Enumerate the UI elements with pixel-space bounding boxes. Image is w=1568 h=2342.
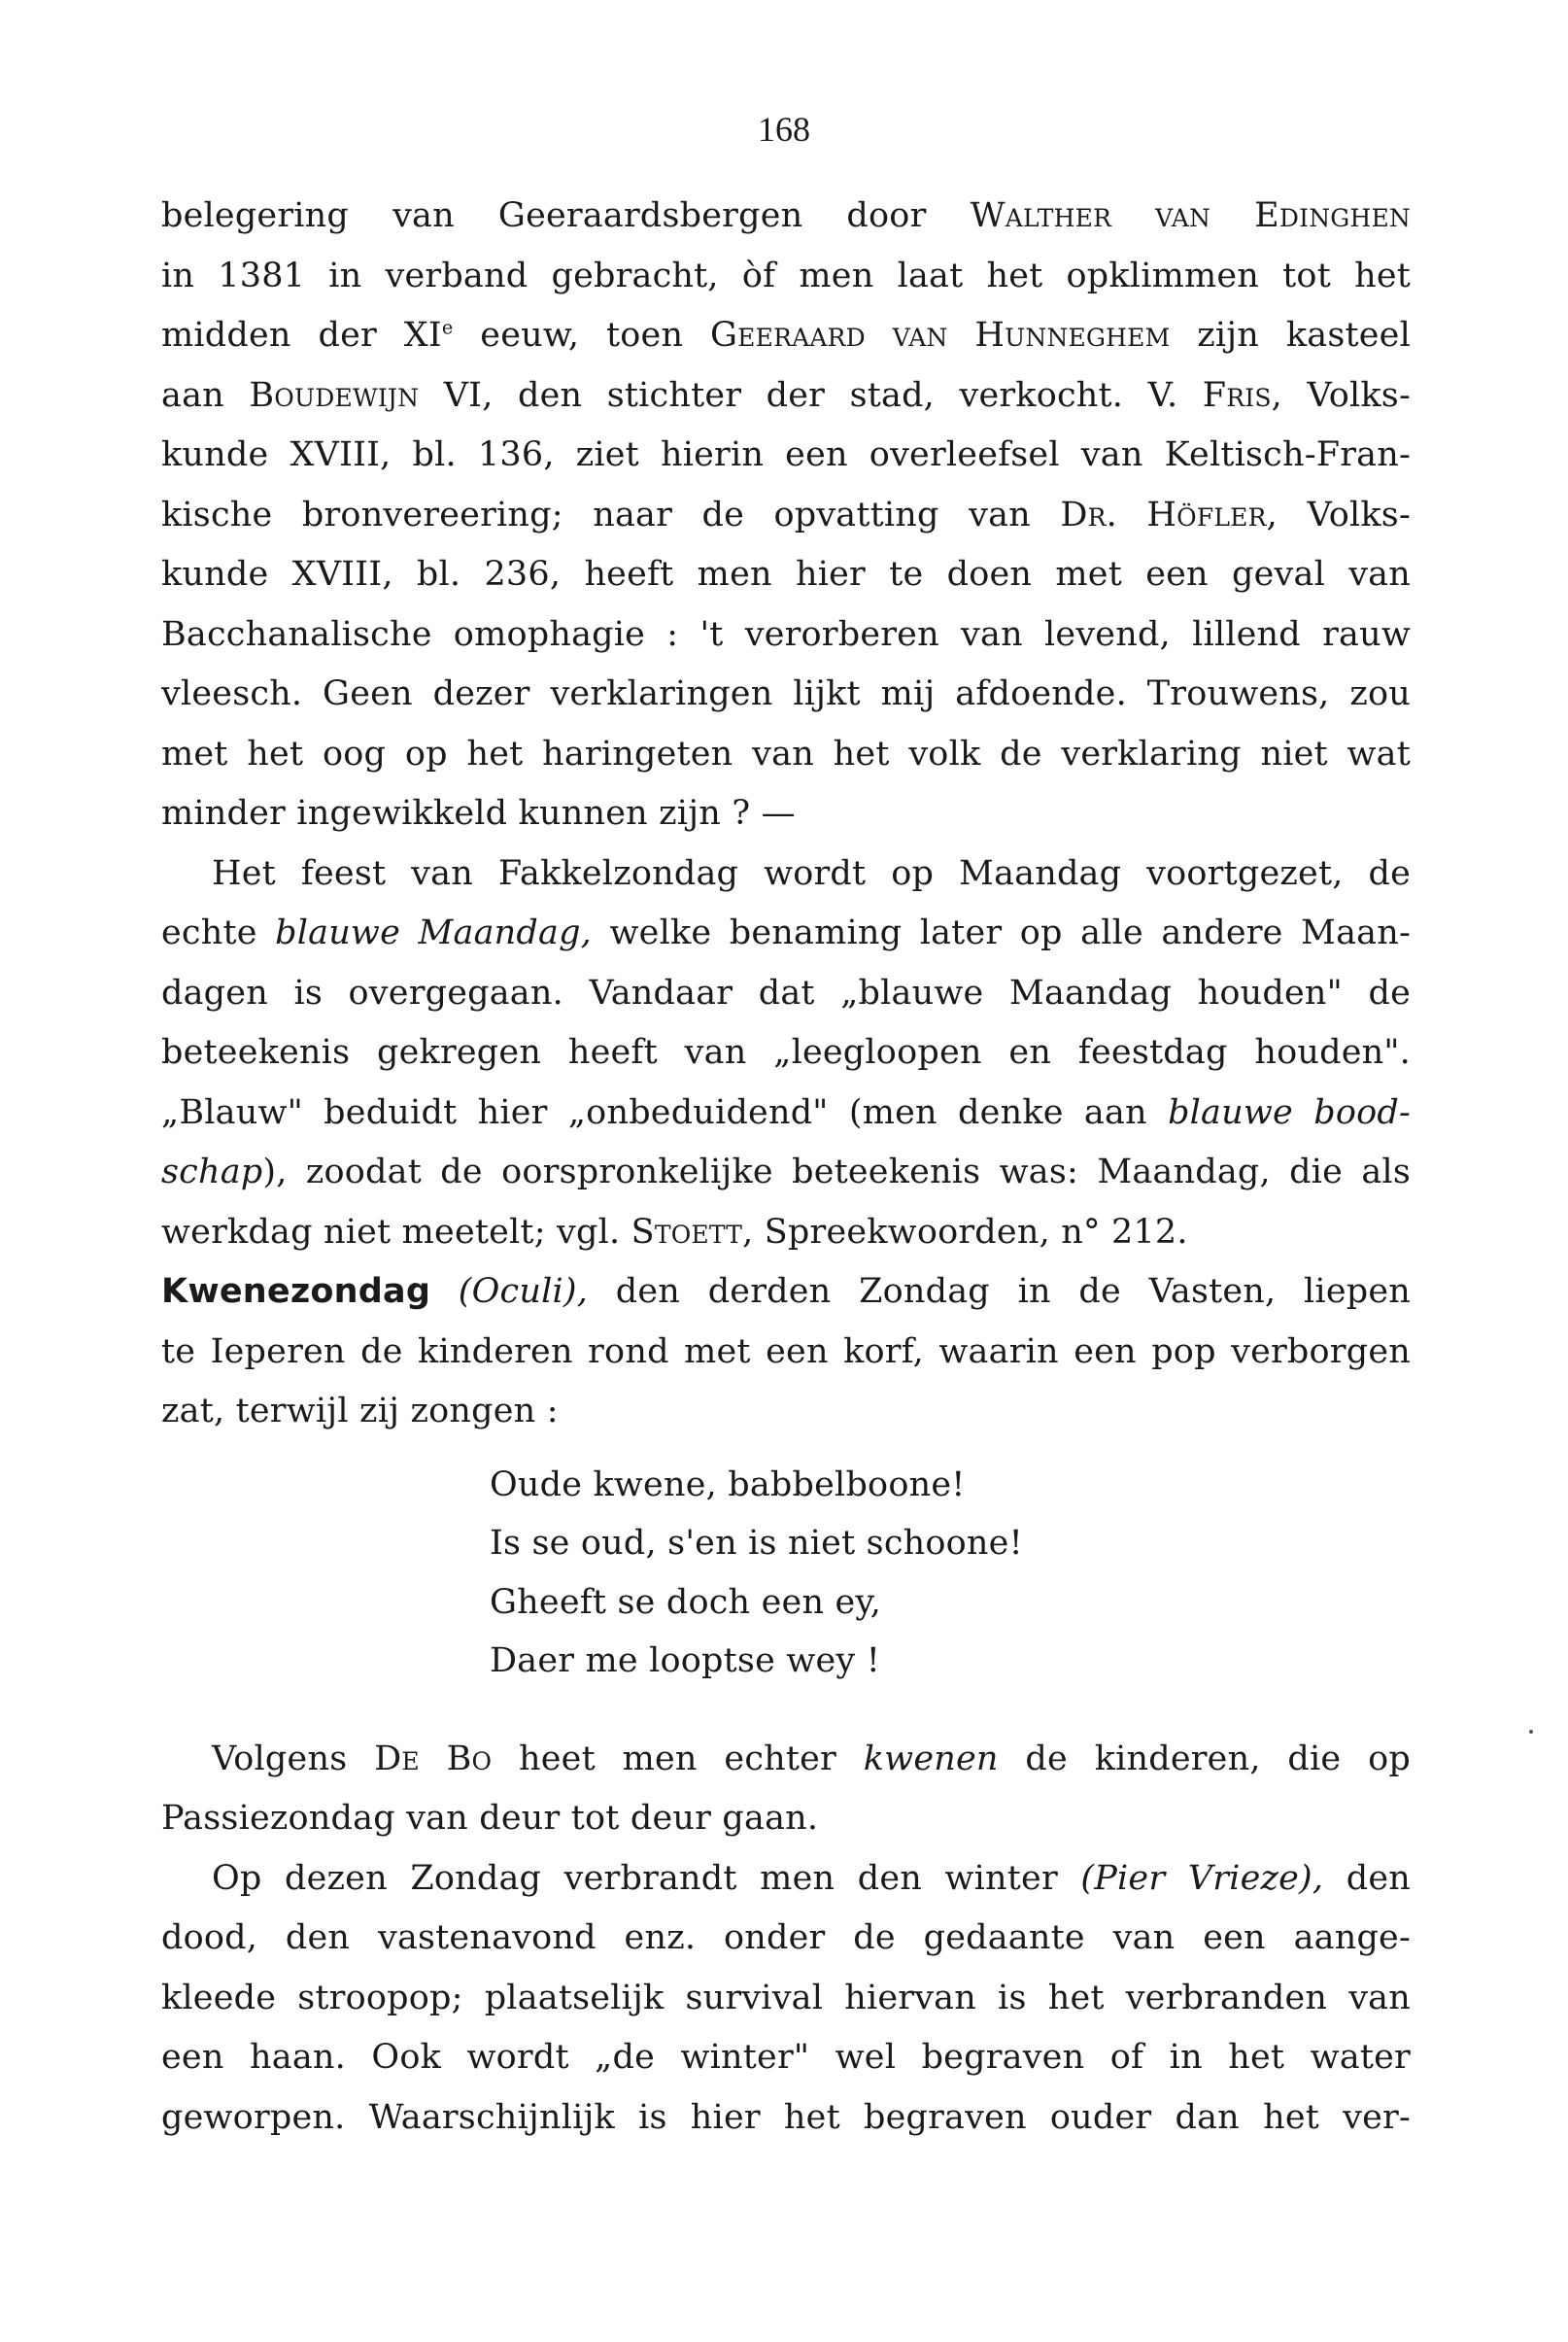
print-speck	[1529, 1730, 1533, 1734]
text-line: Kwenezondag (Oculi), den derden Zondag in de Vasten, liepen	[161, 1272, 1411, 1311]
text-line: dagen is overgegaan. Vandaar dat „blauwe Maandag houden" de	[161, 973, 1411, 1013]
verse-line: Is se oud, s'en is niet schoone!	[490, 1524, 1023, 1563]
italic-term: kwenen	[863, 1739, 999, 1778]
text-line: een haan. Ook wordt „de winter" wel begraven of in het water	[161, 2038, 1411, 2077]
verse-line: Daer me looptse wey !	[490, 1641, 880, 1680]
text-line: kleede stroopop; plaatselijk survival hiervan is het verbranden van	[161, 1978, 1411, 2017]
text-line: schap), zoodat de oorspronkelijke beteekenis was: Maandag, die als	[161, 1153, 1411, 1191]
body-text	[161, 187, 1411, 2148]
text-line: te Ieperen de kinderen rond met een korf, waarin een pop verborgen	[161, 1331, 1411, 1371]
text-line: „Blauw" beduidt hier „onbeduidend" (men denke aan blauwe bood-	[161, 1092, 1411, 1132]
author-name: Fris	[1202, 375, 1272, 415]
text-line: in 1381 in verband gebracht, òf men laat het opklimmen tot het	[161, 256, 1411, 295]
text-line: echte blauwe Maandag, welke benaming later op alle andere Maan-	[161, 913, 1411, 952]
verse-line: Gheeft se doch een ey,	[490, 1582, 882, 1622]
person-name: Boudewijn	[249, 375, 420, 415]
text-line: geworpen. Waarschijnlijk is hier het begraven ouder dan het ver-	[161, 2097, 1411, 2137]
author-name: Stoett	[631, 1212, 743, 1252]
italic-term: schap	[161, 1153, 263, 1191]
text-line: Bacchanalische omophagie : 't verorberen van levend, lillend rauw	[161, 614, 1411, 654]
author-name: De Bo	[374, 1739, 493, 1778]
verse-line: Oude kwene, babbelboone!	[490, 1464, 966, 1504]
author-name: Edinghen	[1254, 196, 1411, 235]
text-line: belegering van Geeraardsbergen door Walther van Edinghen	[161, 196, 1411, 235]
italic-term: blauwe Maandag,	[275, 913, 593, 952]
text-line: midden der XIe eeuw, toen Geeraard van Hunneghem zijn kasteel	[161, 316, 1411, 355]
italic-term: (Oculi),	[430, 1272, 589, 1311]
text-line: Het feest van Fakkelzondag wordt op Maandag voortgezet, de	[212, 853, 1411, 893]
text-line: kunde XVIII, bl. 236, heeft men hier te doen met een geval van	[161, 555, 1411, 594]
text-line: Passiezondag van deur tot deur gaan.	[161, 1799, 819, 1838]
text-line: Volgens De Bo heet men echter kwenen de kinderen, die op	[212, 1739, 1411, 1778]
text-line: Op dezen Zondag verbrandt men den winter (Pier Vrieze), den	[212, 1858, 1411, 1898]
section-heading: Kwenezondag	[161, 1272, 431, 1311]
person-name: Geeraard van Hunneghem	[710, 316, 1171, 355]
text-line: dood, den vastenavond enz. onder de gedaante van een aange-	[161, 1918, 1411, 1957]
text-line: vleesch. Geen dezer verklaringen lijkt mij afdoende. Trouwens, zou	[161, 674, 1411, 713]
text-line: werkdag niet meetelt; vgl. Stoett, Spreekwoorden, n° 212.	[161, 1212, 1188, 1252]
text-line: kische bronvereering; naar de opvatting van Dr. Höfler, Volks-	[161, 495, 1411, 534]
italic-term: blauwe bood-	[1168, 1092, 1411, 1132]
text-line: met het oog op het haringeten van het volk de verklaring niet wat	[161, 734, 1411, 774]
text-line: zat, terwijl zij zongen :	[161, 1392, 559, 1430]
italic-term: (Pier Vrieze),	[1080, 1858, 1324, 1898]
page-number: 168	[758, 110, 810, 149]
text-line: minder ingewikkeld kunnen zijn ? —	[161, 794, 796, 833]
text-line: beteekenis gekregen heeft van „leegloopen en feestdag houden".	[161, 1033, 1411, 1072]
author-name: Dr. Höfler	[1060, 495, 1267, 534]
text-line: kunde XVIII, bl. 136, ziet hierin een overleefsel van Keltisch-Fran-	[161, 435, 1411, 474]
text-line: aan Boudewijn VI, den stichter der stad, verkocht. V. Fris, Volks-	[161, 375, 1411, 415]
author-name: Walther van	[970, 196, 1211, 235]
